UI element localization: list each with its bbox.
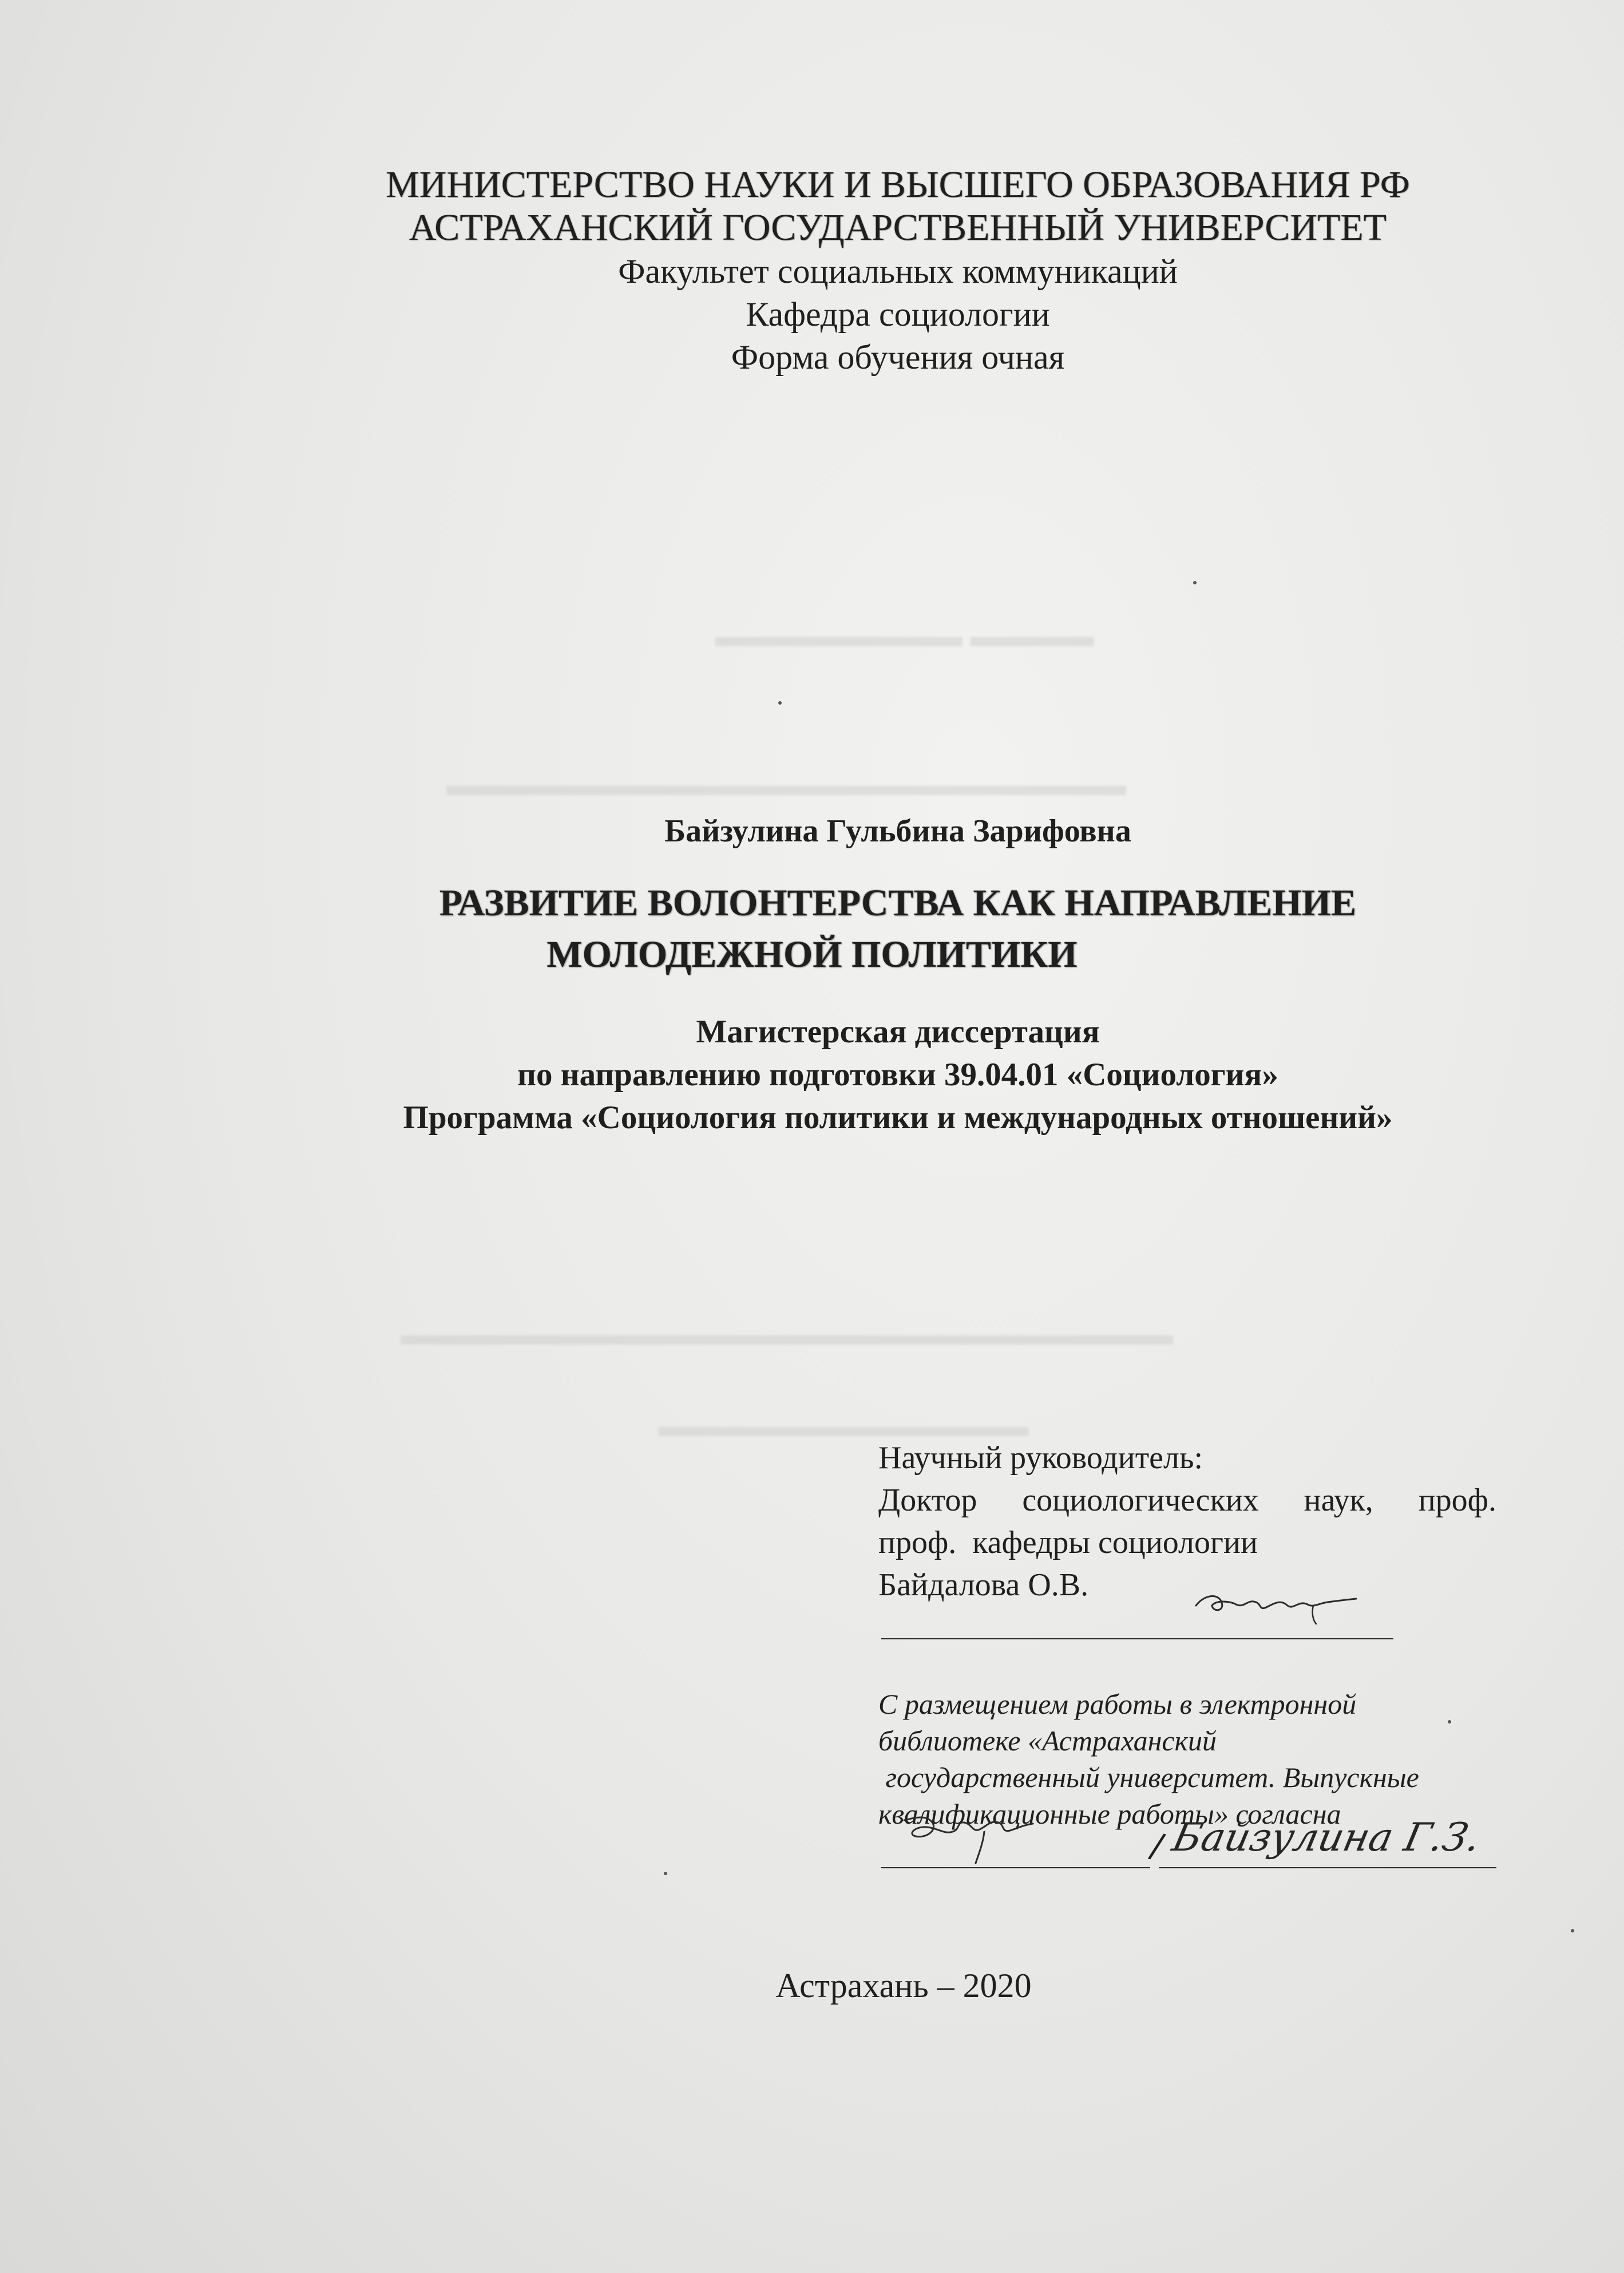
student-signature-line <box>881 1867 1150 1868</box>
thesis-title-line-1: РАЗВИТИЕ ВОЛОНТЕРСТВА КАК НАПРАВЛЕНИЕ <box>439 882 1357 924</box>
student-handwritten-name-text: Байзулина Г.З. <box>1168 1815 1485 1860</box>
student-name-line <box>1159 1867 1496 1868</box>
paper-speck <box>1571 1929 1574 1932</box>
paper-speck <box>1448 1720 1451 1723</box>
study-form-line: Форма обучения очная <box>731 338 1065 376</box>
supervisor-block <box>878 1437 1496 1606</box>
paper-speck <box>778 701 782 705</box>
supervisor-name: Байдалова О.В. <box>878 1567 1089 1603</box>
consent-line: библиотеке «Астраханский <box>878 1725 1217 1757</box>
work-type: Магистерская диссертация <box>696 1014 1100 1050</box>
supervisor-degree-word: проф. <box>1418 1483 1496 1518</box>
supervisor-signature-line <box>881 1638 1393 1639</box>
department-line: Кафедра социологии <box>746 295 1050 333</box>
supervisor-degree-word: Доктор <box>878 1483 977 1518</box>
paper-speck <box>1193 581 1197 584</box>
university-heading: АСТРАХАНСКИЙ ГОСУДАРСТВЕННЫЙ УНИВЕРСИТЕТ <box>409 207 1387 248</box>
supervisor-signature <box>1190 1577 1362 1628</box>
supervisor-degree-word: наук, <box>1304 1483 1373 1518</box>
bleed-through-text: ▬▬▬▬▬▬▬▬▬▬▬▬▬▬▬▬▬▬▬▬▬▬▬▬▬ <box>401 1317 1173 1351</box>
author-name: Байзулина Гульбина Зарифовна <box>664 813 1131 849</box>
city-year: Астрахань – 2020 <box>775 1967 1032 2005</box>
ministry-heading: МИНИСТЕРСТВО НАУКИ И ВЫСШЕГО ОБРАЗОВАНИЯ РФ <box>386 164 1410 205</box>
faculty-line: Факультет социальных коммуникаций <box>618 252 1178 290</box>
consent-line: государственный университет. Выпускные <box>878 1761 1419 1793</box>
supervisor-degree <box>878 1479 1496 1521</box>
consent-line: С размещением работы в электронной <box>878 1688 1357 1720</box>
bleed-through-text: ▬▬▬▬ ▬▬▬▬▬▬▬▬ <box>715 619 1094 653</box>
study-direction: по направлению подготовки 39.04.01 «Социология» <box>517 1057 1278 1093</box>
thesis-title-line-2: МОЛОДЕЖНОЙ ПОЛИТИКИ <box>546 934 1078 975</box>
signature-separator: / <box>1146 1825 1168 1867</box>
supervisor-degree-word: социологических <box>1022 1483 1259 1518</box>
student-handwritten-name <box>1168 1812 1494 1869</box>
student-signature <box>893 1803 1041 1866</box>
supervisor-label: Научный руководитель: <box>878 1440 1203 1476</box>
paper-speck <box>664 1872 667 1875</box>
supervisor-position: проф. кафедры социологии <box>878 1525 1258 1560</box>
bleed-through-text: ▬▬▬▬▬▬▬▬▬▬▬▬▬▬▬▬▬▬▬▬▬▬ <box>446 768 1126 802</box>
consent-line: квалификационные работы» согласна <box>878 1798 1341 1830</box>
bleed-through-text: ▬▬▬▬▬▬▬▬▬▬▬▬ <box>658 1409 1029 1443</box>
study-program: Программа «Социология политики и международных отношений» <box>403 1100 1393 1136</box>
